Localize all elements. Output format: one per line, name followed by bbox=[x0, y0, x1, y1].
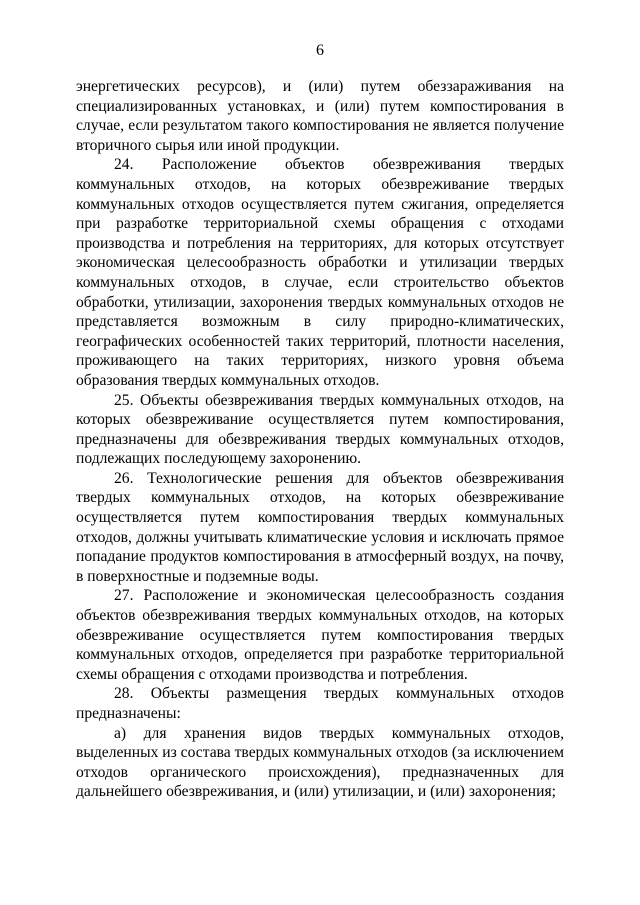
paragraph-27: 27. Расположение и экономическая целесообразность создания объектов обезвреживания твердых коммунальных отходов, на которых обезвреживание осуществляется путем компостирования твердых коммунальных отходов, определяется при разработке территориальной схемы обращения с отходами производства и потребления. bbox=[76, 587, 564, 683]
paragraph-24: 24. Расположение объектов обезвреживания твердых коммунальных отходов, на которых обезвреживание твердых коммунальных отходов осуществляется путем сжигания, определяется при разработке территориальной схемы обращения с отходами производства и потребления на территориях, для которых отсутствует экономическая целесообразность обработки и утилизации твердых коммунальных отходов, в случае, если строительство объектов обработки, утилизации, захоронения твердых коммунальных отходов не представляется возможным в силу природно-климатических, географических особенностей таких территорий, плотности населения, проживающего на таких территориях, низкого уровня объема образования твердых коммунальных отходов. bbox=[76, 156, 564, 389]
document-body bbox=[76, 77, 564, 802]
paragraph-28: 28. Объекты размещения твердых коммунальных отходов предназначены: bbox=[76, 685, 564, 722]
paragraph-continuation: энергетических ресурсов), и (или) путем обеззараживания на специализированных установках, и (или) путем компостирования в случае, если результатом такого компостирования не является получение вторичного сырья или иной продукции. bbox=[76, 78, 564, 154]
paragraph-25: 25. Объекты обезвреживания твердых коммунальных отходов, на которых обезвреживание осуществляется путем компостирования, предназначены для обезвреживания твердых коммунальных отходов, подлежащих последующему захоронению. bbox=[76, 391, 564, 468]
page-number: 6 bbox=[316, 42, 324, 59]
paragraph-26: 26. Технологические решения для объектов обезвреживания твердых коммунальных отходов, на которых обезвреживание осуществляется путем компостирования твердых коммунальных отходов, должны учитывать климатические условия и исключать прямое попадание продуктов компостирования в атмосферный воздух, на почву, в поверхностные и подземные воды. bbox=[76, 469, 564, 585]
paragraph-28-a: а) для хранения видов твердых коммунальных отходов, выделенных из состава твердых коммунальных отходов (за исключением отходов органического происхождения), предназначенных для дальнейшего обезвреживания, и (или) утилизации, и (или) захоронения; bbox=[76, 724, 564, 801]
